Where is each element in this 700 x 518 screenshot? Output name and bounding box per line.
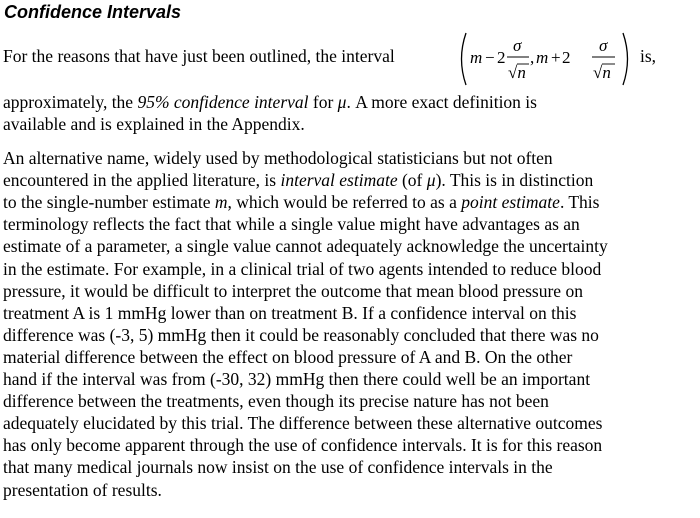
- text-run: terminology reflects the fact that while a single value might have advantages as an: [3, 214, 580, 235]
- paragraph-2-line: [3, 412, 602, 434]
- text-run: , which would be referred to as a: [227, 192, 462, 213]
- text-run: difference was (-3, 5) mmHg then it could be reasonably concluded that there was no: [3, 324, 599, 345]
- formula-root-n-1: √n: [508, 63, 526, 82]
- paragraph-2-line: [3, 258, 601, 280]
- paragraph-1-line-3: [3, 113, 305, 135]
- paragraph-2-line: [3, 191, 599, 213]
- formula-minus: −: [485, 48, 495, 67]
- paragraph-2-line: [3, 479, 162, 501]
- formula-two-2: 2: [562, 48, 571, 67]
- paragraph-2-line: [3, 280, 583, 302]
- formula-two-1: 2: [497, 48, 506, 67]
- text-run: presentation of results.: [3, 479, 162, 500]
- paragraph-2-line: [3, 235, 608, 257]
- text-run: adequately elucidated by this trial. The difference between these alternative outcomes: [3, 413, 603, 434]
- text-run: treatment A is 1 mmHg lower than on treatment B. If a confidence interval on this: [3, 302, 577, 323]
- paragraph-2-line: [3, 147, 553, 169]
- paragraph-1-line-1: [3, 45, 395, 67]
- paragraph-1-line-1-text: For the reasons that have just been outlined, the interval: [3, 46, 395, 66]
- text-run: μ: [337, 92, 347, 112]
- text-run: has only become apparent through the use of confidence intervals. It is for this reason: [3, 435, 603, 456]
- text-run: hand if the interval was from (-30, 32) mmHg then there could well be an important: [3, 369, 591, 389]
- text-run: point estimate: [461, 192, 560, 213]
- text-run: μ: [426, 170, 436, 191]
- formula-root-n-2: √n: [593, 63, 611, 82]
- text-run: pressure, it would be difficult to interpret the outcome that mean blood pressure on: [3, 280, 583, 301]
- text-run: to the single-number estimate: [3, 192, 215, 213]
- text-run: 95% confidence interval: [137, 92, 309, 112]
- formula-right-paren: [623, 33, 628, 85]
- text-run: (of: [397, 170, 427, 191]
- formula-left-paren: [462, 33, 467, 85]
- paragraph-2-line: [3, 213, 580, 235]
- text-run: . A more exact definition is: [346, 92, 537, 112]
- text-run: . This: [559, 192, 600, 213]
- paragraph-1-line-1-end: is,: [640, 46, 657, 66]
- formula-m-1: m: [470, 48, 483, 67]
- paragraph-2-line: [3, 390, 549, 412]
- text-run: approximately, the: [3, 92, 138, 112]
- text-run: interval estimate: [280, 170, 398, 191]
- formula-m-2: m: [536, 48, 549, 67]
- text-run: m: [214, 192, 228, 213]
- paragraph-1-line-2: [3, 91, 537, 113]
- confidence-interval-formula: [458, 30, 638, 88]
- text-run: encountered in the applied literature, is: [3, 170, 281, 191]
- paragraph-2-line: [3, 346, 572, 368]
- paragraph-2-line: [3, 456, 553, 478]
- paragraph-2-line: [3, 434, 602, 456]
- paragraph-2-line: [3, 169, 593, 191]
- paragraph-2-line: [3, 368, 590, 390]
- text-run: that many medical journals now insist on the use of confidence intervals in the: [3, 457, 553, 478]
- paragraph-2-line: [3, 302, 576, 324]
- text-run: difference between the treatments, even though its precise nature has not been: [3, 391, 549, 412]
- text-run: in the estimate. For example, in a clinical trial of two agents intended to reduce blood: [3, 258, 602, 279]
- text-run: available and is explained in the Appendix.: [3, 114, 305, 134]
- formula-comma: ,: [530, 48, 535, 67]
- formula-plus: +: [551, 48, 561, 67]
- text-run: material difference between the effect on blood pressure of A and B. On the other: [3, 346, 573, 367]
- formula-sigma-1: σ: [513, 36, 522, 55]
- text-run: An alternative name, widely used by methodological statisticians but not often: [3, 148, 553, 168]
- text-run: estimate of a parameter, a single value cannot adequately acknowledge the uncertainty: [3, 236, 608, 257]
- section-heading: Confidence Intervals: [4, 2, 182, 22]
- text-run: ). This is in distinction: [435, 170, 594, 191]
- formula-sigma-2: σ: [599, 36, 608, 55]
- text-run: for: [308, 92, 338, 112]
- paragraph-2-line: [3, 324, 599, 346]
